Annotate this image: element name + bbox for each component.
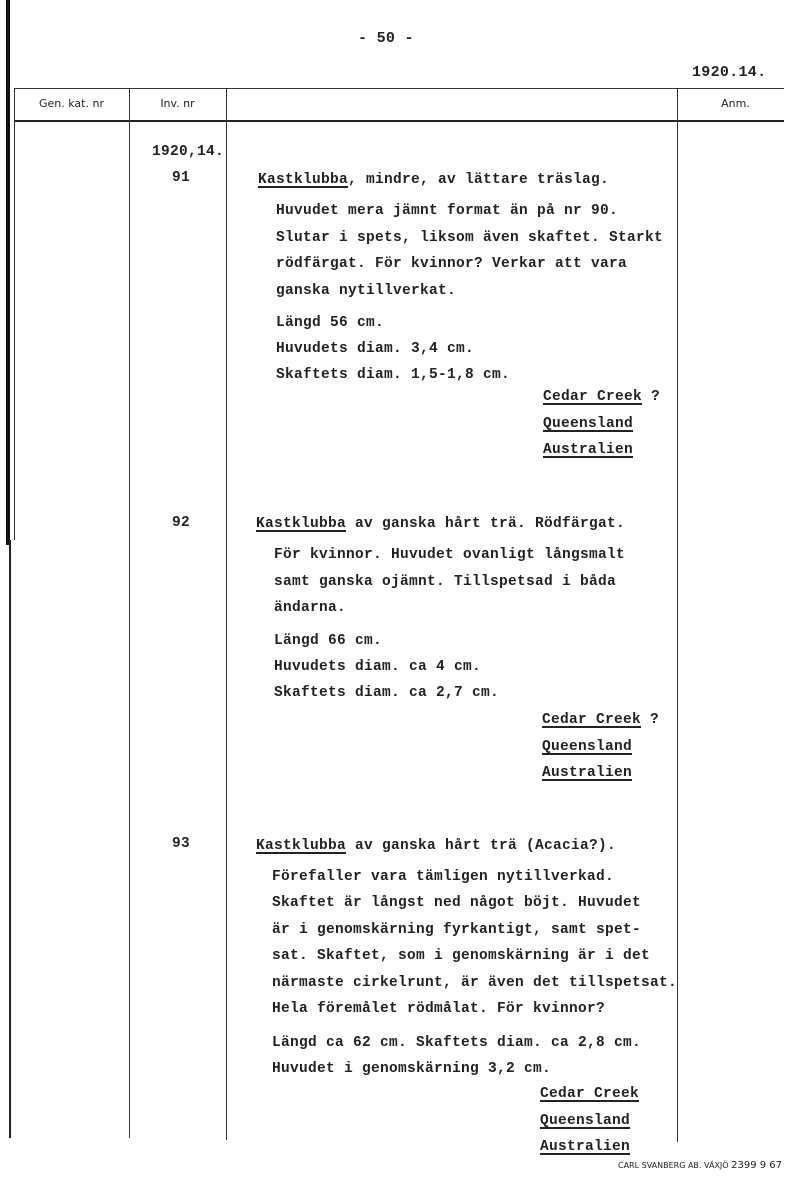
entry-title: Kastklubba: [256, 838, 347, 854]
header-catalog-ref: 1920.14.: [692, 64, 767, 81]
form-number: 2399 9 67: [731, 1160, 783, 1171]
description-line: samt ganska ojämnt. Tillspetsad i båda: [274, 573, 617, 590]
column-divider-inv-desc: [226, 88, 227, 1140]
entry-measurements: [274, 628, 499, 706]
description-line: rödfärgat. För kvinnor? Verkar att vara: [276, 256, 628, 272]
entry-locality: [542, 707, 659, 787]
description-line: Hela föremålet rödmålat. För kvinnor?: [272, 1001, 606, 1018]
table-left-border: [14, 88, 15, 540]
entry-locality: [543, 384, 660, 464]
measurement-line: Skaftets diam. ca 2,7 cm.: [274, 685, 500, 701]
entry-description: [272, 864, 677, 1022]
column-divider-gen-inv: [129, 88, 130, 1138]
entry-first-line: [258, 172, 609, 188]
description-line: Huvudet mera jämnt format än på nr 90.: [276, 203, 619, 219]
measurement-line: Huvudets diam. ca 4 cm.: [274, 659, 482, 675]
entry-first-line-rest: , mindre, av lättare träslag.: [348, 172, 610, 188]
column-header-anm: Anm.: [721, 97, 750, 110]
column-header-gen-kat-nr: Gen. kat. nr: [39, 97, 104, 110]
measurement-line: Längd 56 cm.: [276, 315, 385, 331]
measurement-line: Längd ca 62 cm. Skaftets diam. ca 2,8 cm.: [272, 1035, 642, 1051]
description-line: är i genomskärning fyrkantigt, samt spet-: [272, 921, 642, 938]
measurement-line: Huvudets diam. 3,4 cm.: [276, 341, 475, 357]
description-line: Slutar i spets, liksom även skaftet. Starkt: [276, 229, 664, 246]
inv-number: 93: [172, 836, 191, 852]
inventory-prefix: 1920,14.: [152, 144, 225, 160]
description-line: närmaste cirkelrunt, är även det tillspetsat.: [272, 974, 678, 991]
binding-edge-line: [6, 0, 10, 545]
printer-imprint: [618, 1160, 782, 1171]
measurement-line: Skaftets diam. 1,5-1,8 cm.: [276, 367, 511, 383]
measurement-line: Huvudet i genomskärning 3,2 cm.: [272, 1061, 552, 1077]
locality-place: Cedar Creek: [540, 1086, 640, 1102]
description-line: ganska nytillverkat.: [276, 282, 457, 299]
binding-edge-line-lower: [9, 540, 11, 1138]
entry-title: Kastklubba: [256, 516, 347, 532]
entry-description: [274, 542, 625, 622]
entry-first-line: [256, 516, 625, 532]
locality-uncertain-mark: ?: [642, 389, 661, 405]
locality-country: Australien: [540, 1139, 631, 1155]
locality-region: Queensland: [540, 1112, 631, 1129]
description-line: ändarna.: [274, 600, 347, 616]
entry-locality: [540, 1081, 639, 1161]
entry-first-line-rest: av ganska hårt trä. Rödfärgat.: [346, 516, 626, 532]
entry-first-line-rest: av ganska hårt trä (Acacia?).: [346, 838, 617, 854]
locality-uncertain-mark: ?: [641, 712, 660, 728]
column-header-inv-nr: Inv. nr: [160, 97, 195, 110]
locality-region: Queensland: [542, 738, 633, 755]
entry-title: Kastklubba: [258, 172, 349, 188]
locality-place: Cedar Creek: [542, 712, 642, 728]
inv-number: 92: [172, 515, 191, 531]
entry-description: [276, 198, 663, 304]
column-divider-desc-anm: [677, 88, 678, 1142]
description-line: För kvinnor. Huvudet ovanligt långsmalt: [274, 547, 626, 563]
locality-country: Australien: [542, 765, 633, 781]
measurement-line: Längd 66 cm.: [274, 633, 383, 649]
page-number: - 50 -: [358, 30, 414, 47]
inv-number: 91: [172, 170, 191, 186]
locality-country: Australien: [543, 442, 634, 458]
entry-measurements: [272, 1030, 641, 1082]
entry-first-line: [256, 838, 616, 854]
locality-region: Queensland: [543, 415, 634, 432]
locality-place: Cedar Creek: [543, 389, 643, 405]
description-line: sat. Skaftet, som i genomskärning är i det: [272, 948, 651, 965]
entry-measurements: [276, 310, 510, 388]
printer-name: CARL SVANBERG AB. VÄXJÖ: [618, 1161, 729, 1170]
description-line: Förefaller vara tämligen nytillverkad.: [272, 869, 615, 885]
description-line: Skaftet är långst ned något böjt. Huvudet: [272, 895, 642, 912]
